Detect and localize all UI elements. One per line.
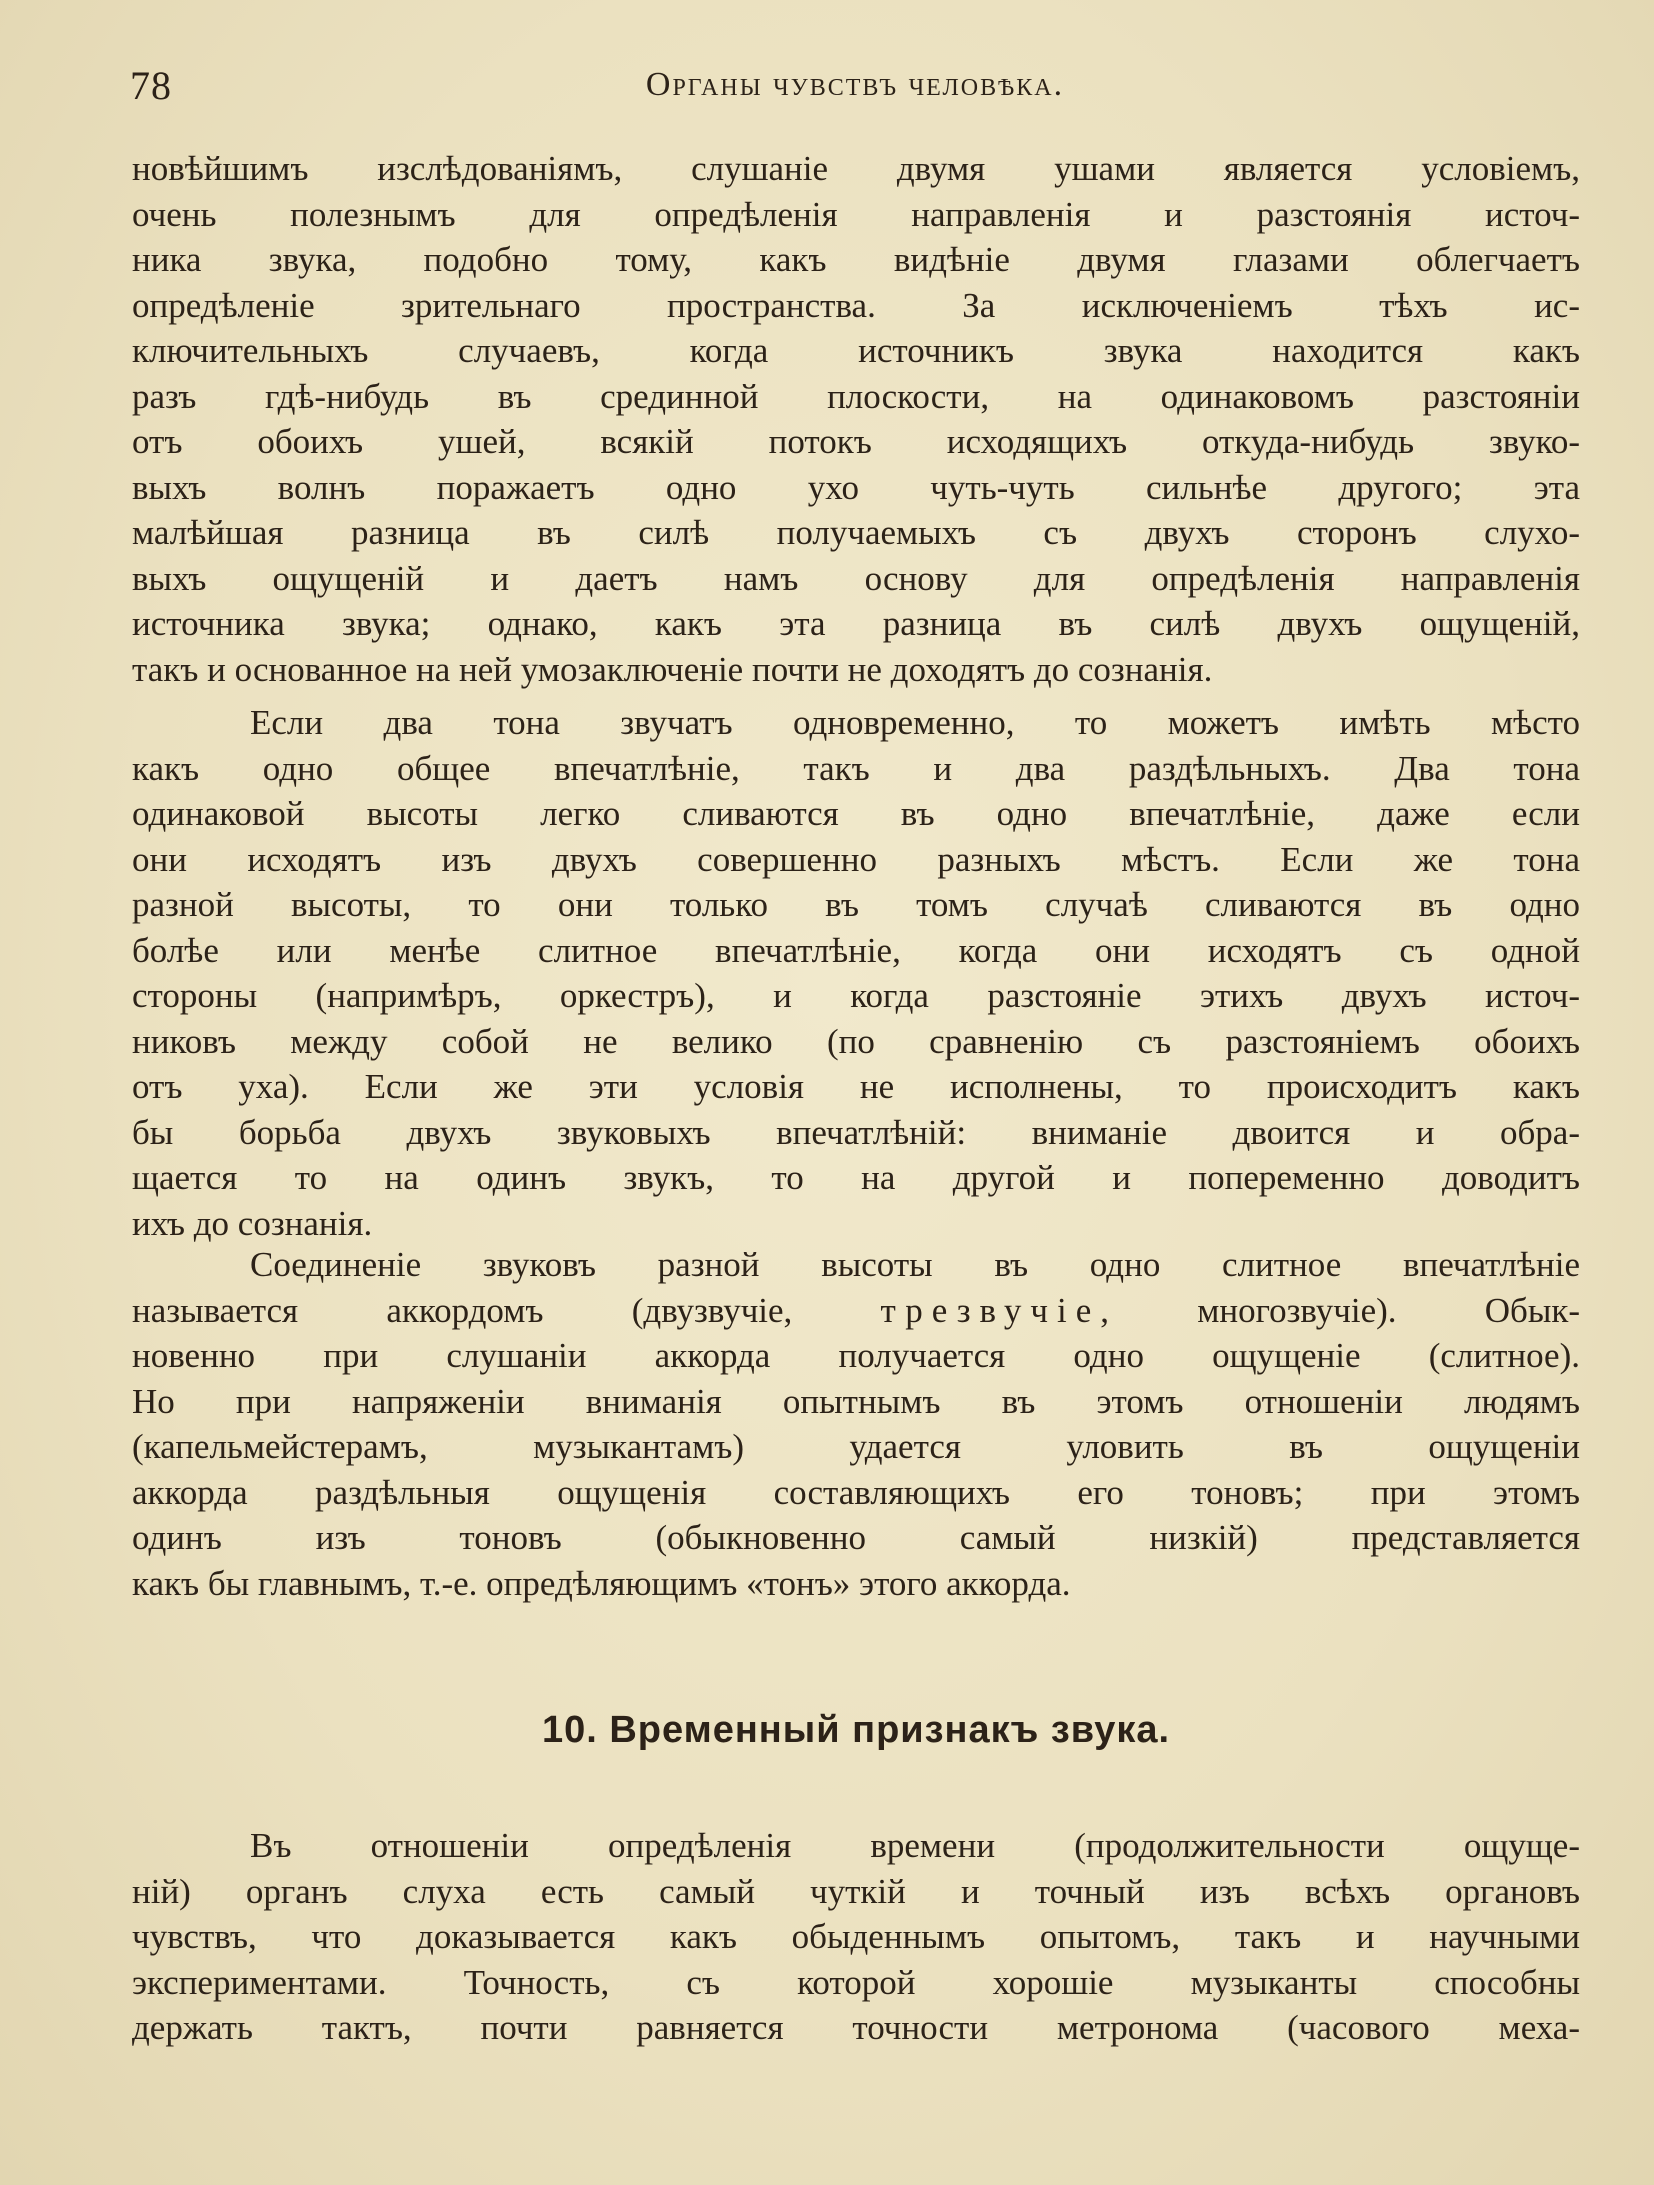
- text-line: новѣйшимъ изслѣдованіямъ, слушаніе двумя ушами является условіемъ,: [132, 149, 1580, 188]
- text-line: отъ обоихъ ушей, всякій потокъ исходящихъ откуда-нибудь звуко-: [132, 422, 1580, 461]
- text-line: никовъ между собой не велико (по сравненію съ разстояніемъ обоихъ: [132, 1021, 1580, 1061]
- text-line: (капельмейстерамъ, музыкантамъ) удается уловить въ ощущеніи: [132, 1427, 1580, 1466]
- text-span: , многозвучіе). Обык-: [1100, 1290, 1580, 1330]
- text-line: они исходятъ изъ двухъ совершенно разныхъ мѣстъ. Если же тона: [132, 839, 1580, 879]
- text-line: Въ отношеніи опредѣленія времени (продолжительности ощуще-: [250, 1826, 1580, 1865]
- running-head: [130, 62, 1580, 122]
- text-line: новенно при слушаніи аккорда получается одно ощущеніе (слитное).: [132, 1336, 1580, 1375]
- page-number: 78: [130, 63, 172, 108]
- text-line: выхъ ощущеній и даетъ намъ основу для опредѣленія направленія: [132, 558, 1580, 598]
- paragraph-accord: [132, 1242, 1580, 1606]
- text-line: Соединеніе звуковъ разной высоты въ одно слитное впечатлѣніе: [250, 1245, 1580, 1284]
- text-span: называется аккордомъ (двузвучіе,: [132, 1290, 881, 1330]
- text-line: разной высоты, то они только въ томъ случаѣ сливаются въ одно: [132, 885, 1580, 924]
- text-line: источника звука; однако, какъ эта разница въ силѣ двухъ ощущеній,: [132, 604, 1580, 643]
- text-line: чувствъ, что доказывается какъ обыденнымъ опытомъ, такъ и научными: [132, 1917, 1580, 1956]
- paragraph-two-tones: [132, 700, 1580, 1246]
- text-line: щается то на одинъ звукъ, то на другой и попеременно доводитъ: [132, 1158, 1580, 1197]
- text-line: бы борьба двухъ звуковыхъ впечатлѣній: вниманіе двоится и обра-: [132, 1112, 1580, 1152]
- text-line: Если два тона звучатъ одновременно, то можетъ имѣть мѣсто: [250, 703, 1580, 742]
- text-line: такъ и основанное на ней умозаключеніе почти не доходятъ до сознанія.: [132, 649, 1213, 689]
- text-line: какъ бы главнымъ, т.-е. опредѣляющимъ «тонъ» этого аккорда.: [132, 1563, 1071, 1603]
- text-line: одинъ изъ тоновъ (обыкновенно самый низкій) представляется: [132, 1518, 1580, 1557]
- text-line: стороны (напримѣръ, оркестръ), и когда разстояніе этихъ двухъ источ-: [132, 976, 1580, 1015]
- text-line: ника звука, подобно тому, какъ видѣніе двумя глазами облегчаетъ: [132, 240, 1580, 279]
- text-line: ключительныхъ случаевъ, когда источникъ звука находится какъ: [132, 331, 1580, 370]
- text-line: выхъ волнъ поражаетъ одно ухо чуть-чуть сильнѣе другого; эта: [132, 467, 1580, 507]
- text-line: Но при напряженіи вниманія опытнымъ въ этомъ отношеніи людямъ: [132, 1381, 1580, 1421]
- text-line: болѣе или менѣе слитное впечатлѣніе, когда они исходятъ съ одной: [132, 930, 1580, 970]
- text-line: какъ одно общее впечатлѣніе, такъ и два раздѣльныхъ. Два тона: [132, 748, 1580, 788]
- text-line: экспериментами. Точность, съ которой хорошіе музыканты способны: [132, 1962, 1580, 2002]
- paragraph-time: [132, 1823, 1580, 2051]
- text-line: ній) органъ слуха есть самый чуткій и точный изъ всѣхъ органовъ: [132, 1871, 1580, 1911]
- running-title: Органы чувствъ человѣка.: [645, 66, 1065, 103]
- paragraph-continuation: [132, 146, 1580, 692]
- text-line: держать тактъ, почти равняется точности метронома (часового меха-: [132, 2008, 1580, 2047]
- spaced-emphasis: трезвучіе: [880, 1290, 1101, 1330]
- text-line: опредѣленіе зрительнаго пространства. За исключеніемъ тѣхъ ис-: [132, 285, 1580, 325]
- text-line: разъ гдѣ-нибудь въ срединной плоскости, на одинаковомъ разстояніи: [132, 376, 1580, 416]
- text-line: отъ уха). Если же эти условія не исполнены, то происходитъ какъ: [132, 1067, 1580, 1106]
- text-line: очень полезнымъ для опредѣленія направленія и разстоянія источ-: [132, 194, 1580, 234]
- text-line: аккорда раздѣльныя ощущенія составляющихъ его тоновъ; при этомъ: [132, 1472, 1580, 1512]
- text-line: одинаковой высоты легко сливаются въ одно впечатлѣніе, даже если: [132, 794, 1580, 833]
- text-line: [132, 1288, 1580, 1334]
- text-line: малѣйшая разница въ силѣ получаемыхъ съ двухъ сторонъ слухо-: [132, 513, 1580, 552]
- section-heading: 10. Временный признакъ звука.: [541, 1709, 1171, 1751]
- text-line: ихъ до сознанія.: [132, 1203, 373, 1243]
